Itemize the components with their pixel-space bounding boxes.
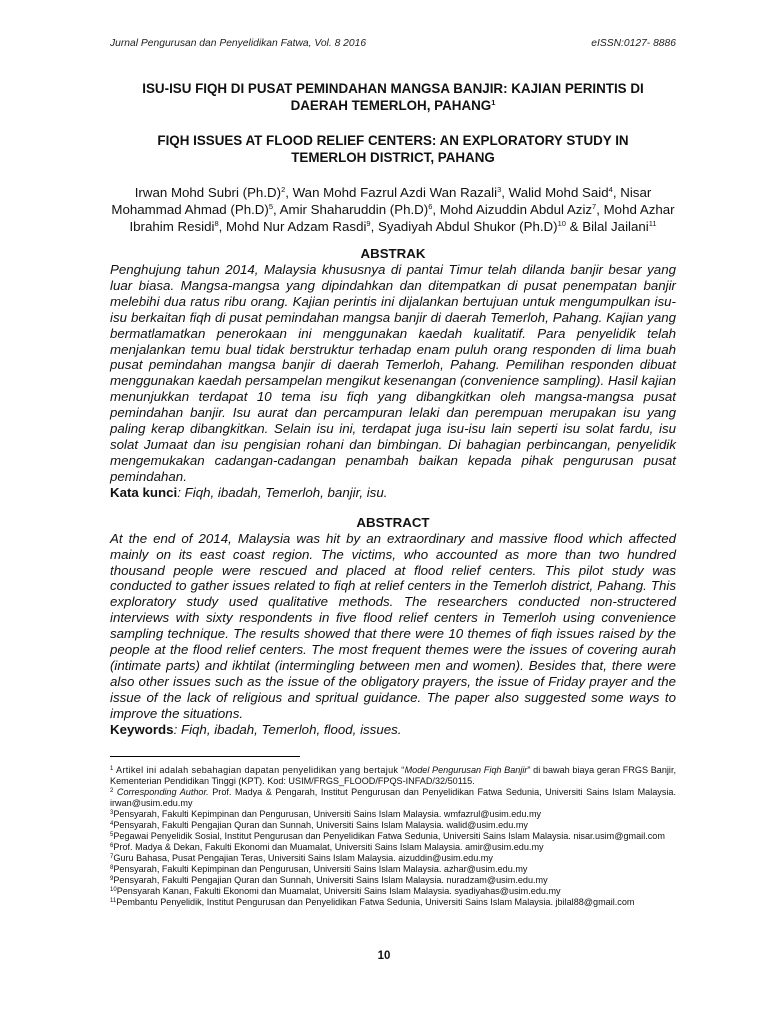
footnote-number: 6 bbox=[110, 842, 114, 849]
title-malay bbox=[110, 80, 676, 114]
footnote-text: Pensyarah, Fakulti Kepimpinan dan Pengurusan, Universiti Sains Islam Malaysia. azhar@usim.edu.my bbox=[113, 863, 528, 874]
kata-kunci-values: : Fiqh, ibadah, Temerloh, banjir, isu. bbox=[177, 484, 388, 500]
footnotes bbox=[110, 765, 676, 908]
author-name: Wan Mohd Fazrul Azdi Wan Razali bbox=[292, 185, 498, 200]
footnote-1-title: Model Pengurusan Fiqh Banjir bbox=[404, 764, 528, 775]
footnote-item bbox=[110, 886, 676, 897]
footnote-text: Guru Bahasa, Pusat Pengajian Teras, Universiti Sains Islam Malaysia. aizuddin@usim.edu.my bbox=[113, 852, 493, 863]
author-footnote-marker[interactable]: 3 bbox=[497, 185, 502, 194]
footnote-text: Pegawai Penyelidik Sosial, Institut Pengurusan dan Penyelidikan Fatwa Sedunia, Universiti Sains Islam Malaysia. nisar.usim@gmail.com bbox=[113, 830, 665, 841]
footnote-number: 3 bbox=[110, 809, 114, 816]
footnote-number: 11 bbox=[110, 897, 117, 904]
running-header bbox=[110, 38, 676, 49]
footnote-item bbox=[110, 820, 676, 831]
title-english-line1: FIQH ISSUES AT FLOOD RELIEF CENTERS: AN EXPLORATORY STUDY IN bbox=[157, 133, 629, 148]
author-separator: , bbox=[501, 185, 509, 200]
abstract-body: At the end of 2014, Malaysia was hit by an extraordinary and massive flood which affected mainly on its east coast region. The victims, who accounted as more than two hundred thousand people were rescued and placed at flood relief centers. This pilot study was conducted to gather issues related to fiqh at relief centers in the Temerloh district, Pahang. This exploratory study used qualitative methods. The researchers conducted non-structered interviews with sixty respondents in five flood relief centers in Temerloh using convenience sampling technique. The results showed that there were 10 themes of fiqh issues raised by the people at the flood relief centers. The most frequent themes were the issues of covering aurah (intimate parts) and ikhtilat (intermingling between men and women). Besides that, there were also other issues such as the issue of the obligatory prayers, the issue of Friday prayer and the issue of the lack of religious and spritual guidance. The paper also suggested some ways to improve the situations. bbox=[110, 530, 676, 721]
author-name: Syadiyah Abdul Shukor (Ph.D) bbox=[377, 219, 558, 234]
footnote-item bbox=[110, 897, 676, 908]
kata-kunci-label: Kata kunci bbox=[110, 484, 178, 500]
footnote-2 bbox=[110, 787, 676, 809]
footnote-text: Prof. Madya & Dekan, Fakulti Ekonomi dan Muamalat, Universiti Sains Islam Malaysia. amir@usim.edu.my bbox=[113, 841, 544, 852]
abstract-heading: ABSTRACT bbox=[356, 514, 430, 530]
footnote-number: 1 bbox=[110, 765, 114, 772]
author-separator: , bbox=[273, 202, 280, 217]
author-separator: , bbox=[432, 202, 440, 217]
author-footnote-marker[interactable]: 10 bbox=[557, 219, 566, 228]
footnote-text: Pensyarah Kanan, Fakulti Ekonomi dan Muamalat, Universiti Sains Islam Malaysia. syadiyahas@usim.edu.my bbox=[116, 885, 561, 896]
title-english bbox=[110, 132, 676, 166]
footnote-2-label: Corresponding Author. bbox=[116, 786, 209, 797]
author-list bbox=[110, 184, 676, 235]
journal-name: Jurnal Pengurusan dan Penyelidikan Fatwa, Vol. 8 2016 bbox=[110, 38, 367, 49]
footnote-number: 7 bbox=[110, 853, 114, 860]
author-separator: , bbox=[596, 202, 604, 217]
footnote-1-prefix: Artikel ini adalah sebahagian dapatan penyelidikan yang bertajuk “ bbox=[116, 764, 405, 775]
footnote-item bbox=[110, 809, 676, 820]
footnote-number: 8 bbox=[110, 864, 114, 871]
footnote-1 bbox=[110, 765, 676, 787]
author-name: Mohd Nur Adzam Rasdi bbox=[226, 219, 367, 234]
footnote-item bbox=[110, 842, 676, 853]
keywords bbox=[110, 722, 676, 738]
author-name: Bilal Jailani bbox=[582, 219, 649, 234]
footnote-number: 9 bbox=[110, 875, 114, 882]
author-name: Irwan Mohd Subri (Ph.D) bbox=[134, 185, 282, 200]
author-footnote-marker[interactable]: 7 bbox=[592, 202, 597, 211]
kata-kunci bbox=[110, 485, 676, 501]
footnote-item bbox=[110, 875, 676, 886]
footnote-number: 2 bbox=[110, 787, 114, 794]
footnote-separator bbox=[110, 756, 300, 757]
author-separator: , bbox=[218, 219, 226, 234]
footnote-text: Pensyarah, Fakulti Pengajian Quran dan Sunnah, Universiti Sains Islam Malaysia. walid@usim.edu.my bbox=[113, 819, 528, 830]
author-name: Mohd Aizuddin Abdul Aziz bbox=[439, 202, 593, 217]
footnote-text: Pensyarah, Fakulti Kepimpinan dan Pengurusan, Universiti Sains Islam Malaysia. wmfazrul@usim.edu.my bbox=[113, 808, 542, 819]
author-footnote-marker[interactable]: 6 bbox=[428, 202, 433, 211]
author-footnote-marker[interactable]: 8 bbox=[214, 219, 219, 228]
abstrak-heading: ABSTRAK bbox=[360, 246, 426, 261]
footnote-list bbox=[110, 809, 676, 908]
title-footnote-marker[interactable]: 1 bbox=[491, 98, 496, 107]
footnote-number: 4 bbox=[110, 820, 114, 827]
title-malay-line1: ISU-ISU FIQH DI PUSAT PEMINDAHAN MANGSA BANJIR: KAJIAN PERINTIS DI bbox=[142, 81, 644, 96]
author-name: Nisar Mohammad Ahmad (Ph.D) bbox=[111, 185, 652, 217]
author-name: Mohd Azhar Ibrahim Residi bbox=[129, 202, 675, 234]
author-footnote-marker[interactable]: 11 bbox=[648, 219, 657, 228]
footnote-item bbox=[110, 853, 676, 864]
page bbox=[110, 38, 676, 908]
author-name: Amir Shaharuddin (Ph.D) bbox=[279, 202, 429, 217]
keywords-label: Keywords bbox=[110, 721, 174, 737]
footnote-item bbox=[110, 831, 676, 842]
author-separator: , bbox=[370, 219, 378, 234]
author-separator: & bbox=[565, 219, 583, 234]
footnote-text: Pensyarah, Fakulti Pengajian Quran dan Sunnah, Universiti Sains Islam Malaysia. nuradzam@usim.edu.my bbox=[113, 874, 548, 885]
title-malay-line2: DAERAH TEMERLOH, PAHANG bbox=[290, 98, 492, 113]
footnote-1-rest: ” di bawah biaya geran FRGS Banjir, Kementerian Pendidikan Tinggi (KPT). Kod: USIM/FRGS_FLOOD/FPQS-INFAD/32/50115. bbox=[110, 764, 676, 786]
author-footnote-marker[interactable]: 4 bbox=[608, 185, 613, 194]
footnote-item bbox=[110, 864, 676, 875]
abstrak-body: Penghujung tahun 2014, Malaysia khususnya di pantai Timur telah dilanda banjir besar yang luar biasa. Mangsa-mangsa yang dipindahkan dan ditempatkan di pusat penempatan banjir melebihi dua ratus ribu orang. Kajian perintis ini dijalankan bertujuan untuk mengumpulkan isu-isu berkaitan fiqh di pusat pemindahan mangsa banjir di daerah Temerloh, Pahang. Kajian yang bermatlamatkan penerokaan ini menggunakan kaedah kualitatif. Para penyelidik telah menjalankan temu bual tidak berstruktur terhadap enam puluh orang responden di lima buah pusat pemindahan mangsa banjir di daerah Temerloh, Pahang. Pemilihan responden dibuat menggunakan kaedah persampelan mengikut kesenangan (convenience sampling). Hasil kajian menunjukkan terdapat 10 tema isu fiqh yang dibangkitkan oleh mangsa-mangsa pusat pemindahan banjir. Isu aurat dan percampuran lelaki dan perempuan merupakan isu yang paling kerap dibangkitkan. Selain isu ini, terdapat juga isu-isu lain seperti isu solat fardu, isu solat Jumaat dan isu pengisian rohani dan bimbingan. Di bahagian perbincangan, penyelidik mengemukakan cadangan-cadangan penambah baikan kepada pihak pengurusan pusat pemindahan. bbox=[110, 262, 676, 484]
footnote-number: 5 bbox=[110, 831, 114, 838]
author-footnote-marker[interactable]: 9 bbox=[366, 219, 371, 228]
author-separator: , bbox=[285, 185, 293, 200]
author-name: Walid Mohd Said bbox=[508, 185, 609, 200]
author-footnote-marker[interactable]: 2 bbox=[281, 185, 286, 194]
issn: eISSN:0127- 8886 bbox=[591, 38, 676, 49]
page-number: 10 bbox=[377, 950, 391, 962]
author-footnote-marker[interactable]: 5 bbox=[268, 202, 273, 211]
footnote-text: Pembantu Penyelidik, Institut Pengurusan dan Penyelidikan Fatwa Sedunia, Universiti Sains Islam Malaysia. jbilal88@gmail.com bbox=[116, 896, 635, 907]
author-separator: , bbox=[612, 185, 621, 200]
footnote-2-rest: Prof. Madya & Pengarah, Institut Pengurusan dan Penyelidikan Fatwa Sedunia, Universiti Sains Islam Malaysia. irwan@usim.edu.my bbox=[110, 786, 677, 808]
title-english-line2: TEMERLOH DISTRICT, PAHANG bbox=[291, 150, 495, 165]
keywords-values: : Fiqh, ibadah, Temerloh, flood, issues. bbox=[173, 721, 402, 737]
footnote-number: 10 bbox=[110, 886, 117, 893]
